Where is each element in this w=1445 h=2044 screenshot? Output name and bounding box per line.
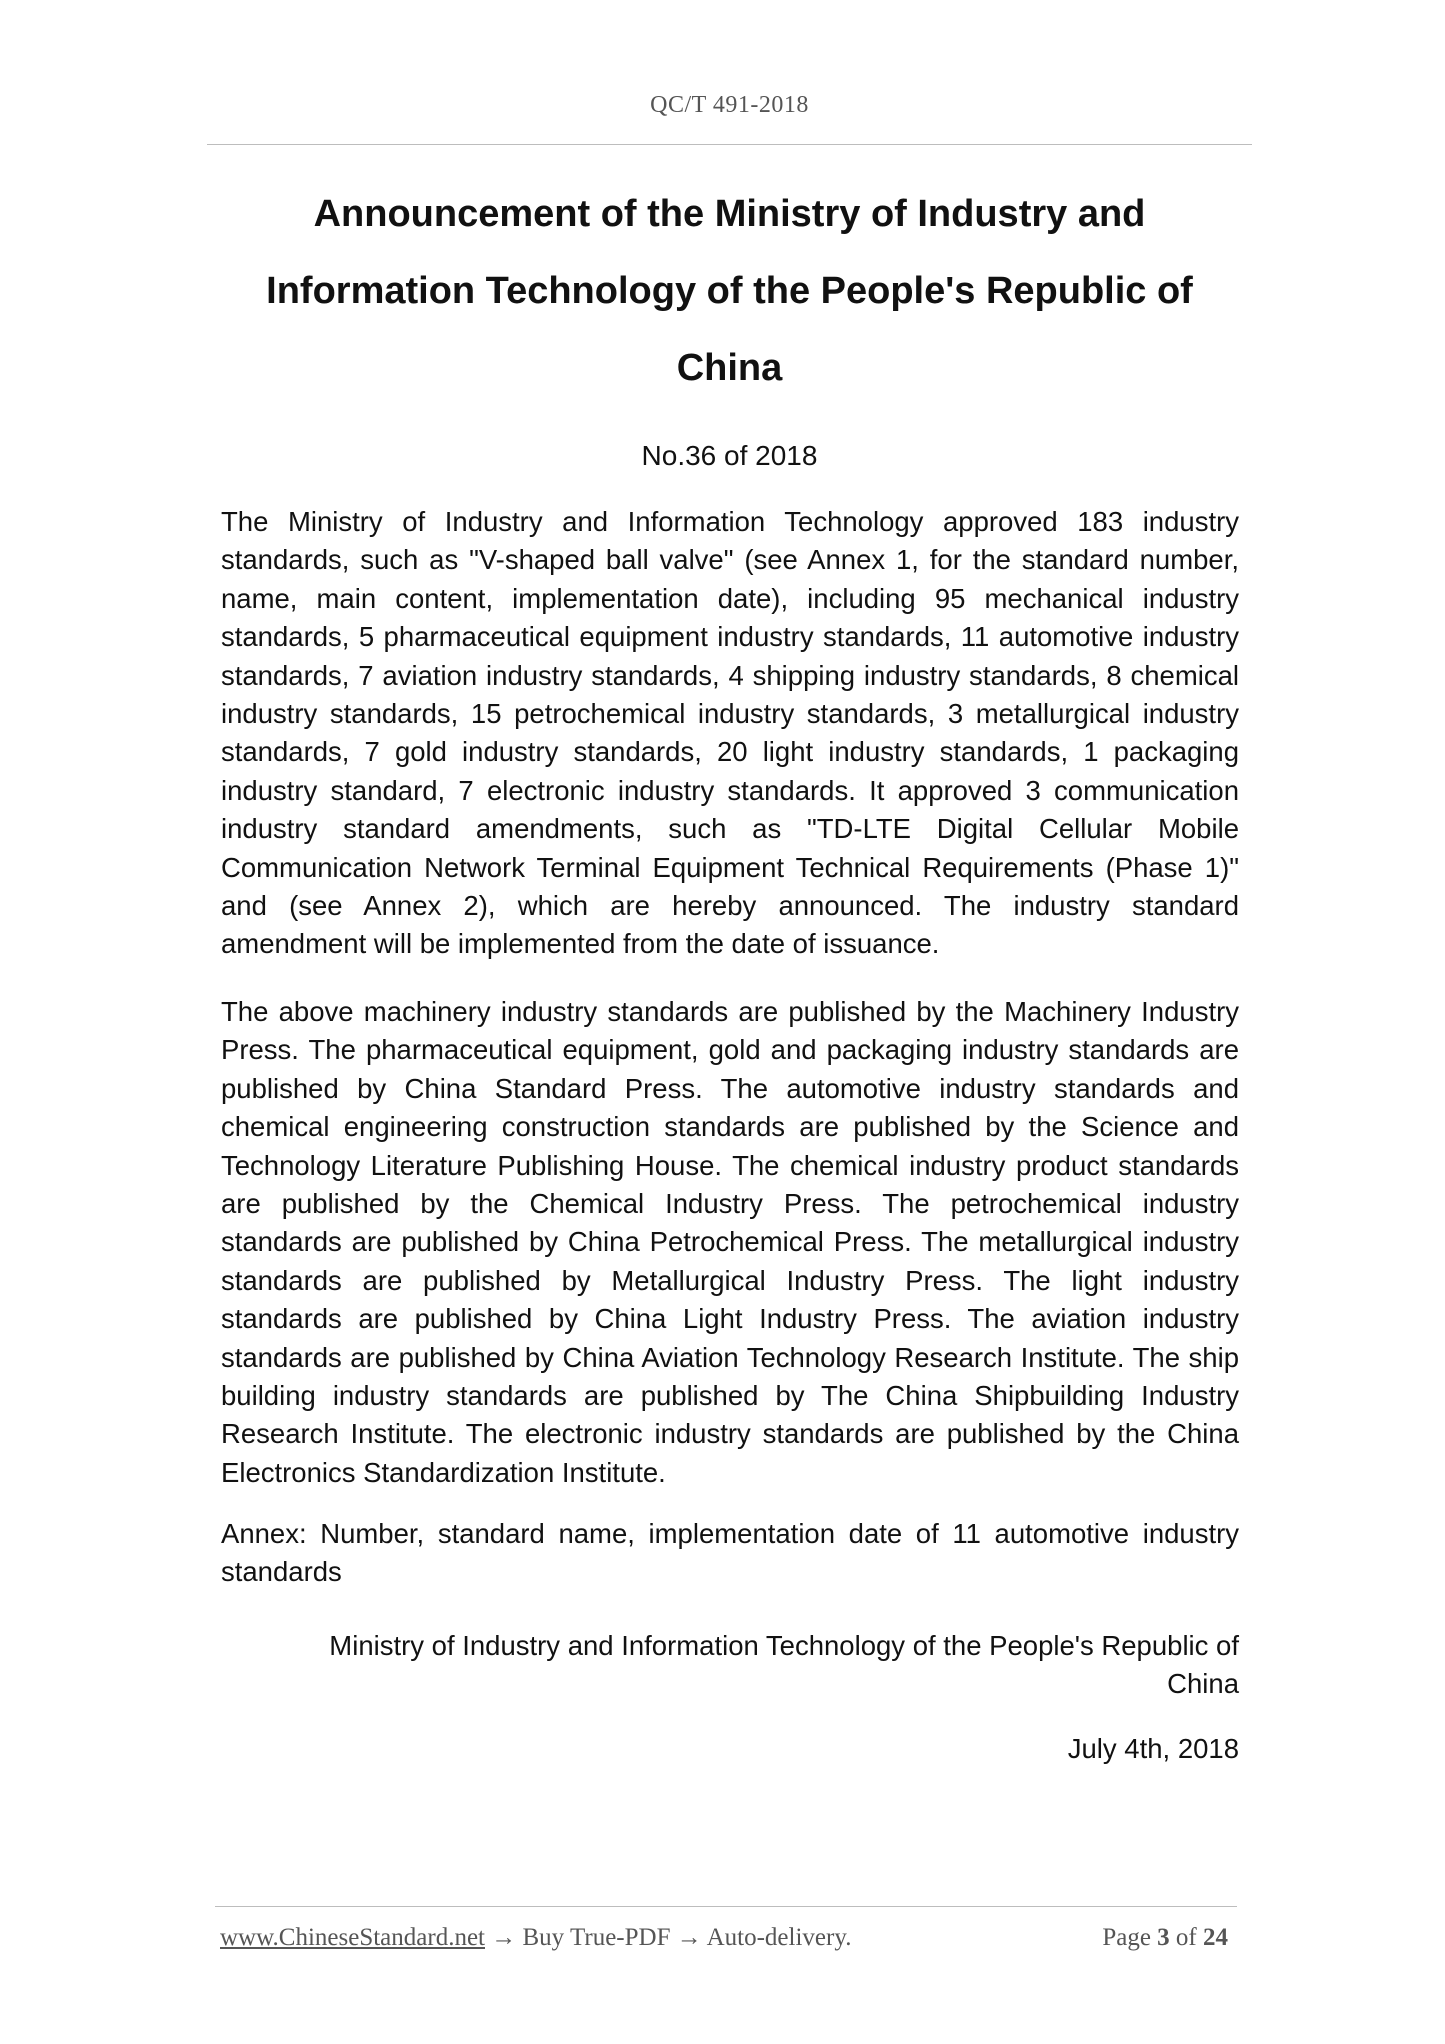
running-header: QC/T 491-2018 [650,92,809,118]
document-title [207,176,1252,407]
paragraph-annex: Annex: Number, standard name, implementation date of 11 automotive industry standards [221,1518,1239,1588]
title-line-3: China [676,347,783,389]
page-word: Page [1102,1924,1151,1951]
page-total: 24 [1203,1924,1228,1951]
of-word: of [1175,1924,1197,1951]
title-line-2: Information Technology of the People's Republic of [266,270,1193,312]
website-link[interactable]: www.ChineseStandard.net [220,1924,485,1951]
page-indicator [1102,1924,1228,1952]
footer-promo-text: → Buy True-PDF → Auto-delivery. [485,1924,852,1951]
title-line-1: Announcement of the Ministry of Industry and [313,193,1146,235]
header-divider [207,144,1252,145]
issue-date: July 4th, 2018 [1067,1733,1239,1764]
announcement-number: No.36 of 2018 [641,440,818,471]
signature-block [221,1627,1239,1704]
signature-line-1: Ministry of Industry and Information Technology of the People's Republic of [329,1630,1239,1661]
signature-line-2: China [1167,1668,1239,1700]
paragraph-approval: The Ministry of Industry and Information Technology approved 183 industry standards, such as "V-shaped ball valve" (see Annex 1, for the standard number, name, main content, implementation date), including 95 mechanical industry standards, 5 pharmaceutical equipment industry standards, 11 automotive industry standards, 7 aviation industry standards, 4 shipping industry standards, 8 chemical industry standards, 15 petrochemical industry standards, 3 metallurgical industry standards, 7 gold industry standards, 20 light industry standards, 1 packaging industry standard, 7 electronic industry standards. It approved 3 communication industry standard amendments, such as "TD-LTE Digital Cellular Mobile Communication Network Terminal Equipment Technical Requirements (Phase 1)" and (see Annex 2), which are hereby announced. The industry standard amendment will be implemented from the date of issuance. [221,506,1239,960]
footer-left [220,1924,851,1952]
paragraph-publishers: The above machinery industry standards are published by the Machinery Industry Press. The pharmaceutical equipment, gold and packaging industry standards are published by China Standard Press. The automotive industry standards and chemical engineering construction standards are published by the Science and Technology Literature Publishing House. The chemical industry product standards are published by the Chemical Industry Press. The petrochemical industry standards are published by China Petrochemical Press. The metallurgical industry standards are published by Metallurgical Industry Press. The light industry standards are published by China Light Industry Press. The aviation industry standards are published by China Aviation Technology Research Institute. The ship building industry standards are published by The China Shipbuilding Industry Research Institute. The electronic industry standards are published by the China Electronics Standardization Institute. [221,996,1239,1488]
page-current: 3 [1157,1924,1170,1951]
footer-divider [215,1906,1237,1907]
